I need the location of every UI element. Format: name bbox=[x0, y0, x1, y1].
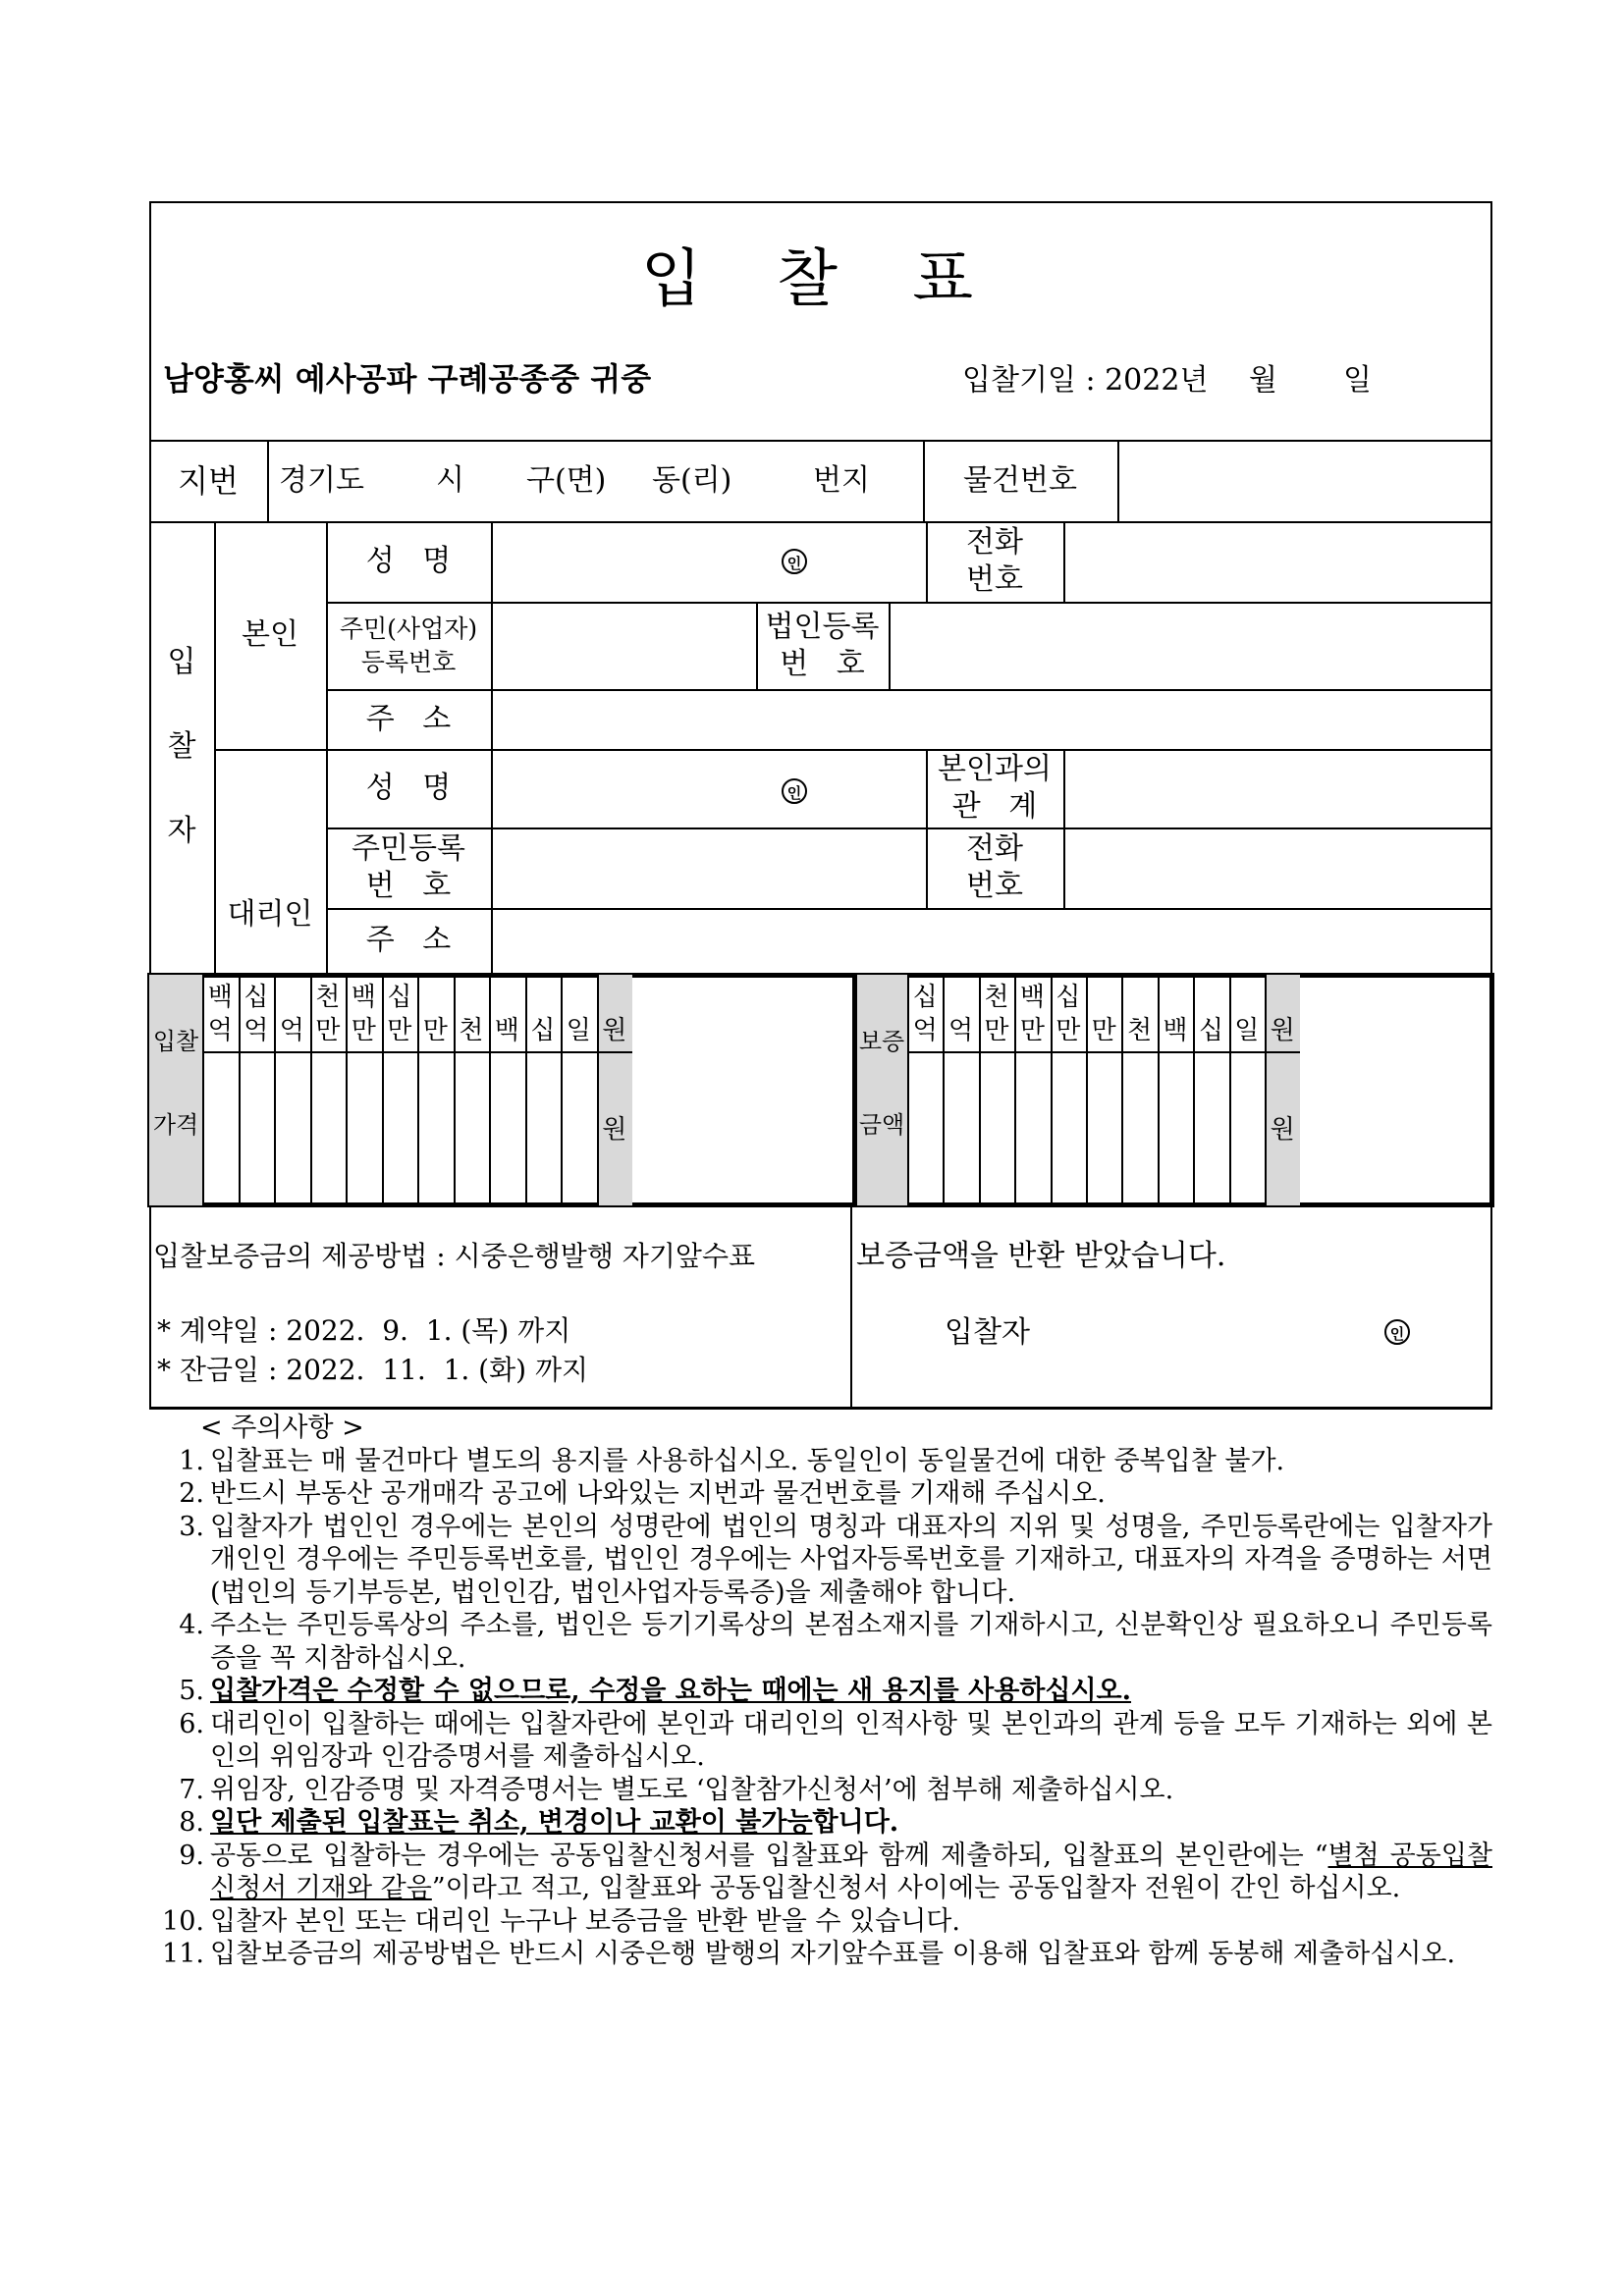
unit-char: 십 bbox=[912, 983, 938, 1012]
self-corp-label-1: 법인등록 bbox=[765, 609, 880, 644]
deposit-digit-input[interactable] bbox=[1086, 1051, 1121, 1207]
note-text-b: ”이라고 적고, 입찰표와 공동입찰신청서 사이에는 공동입찰자 전원이 간인 하십시오. bbox=[431, 1873, 1401, 1903]
note-item bbox=[157, 1938, 1492, 1971]
unit-char: 억 bbox=[279, 1016, 304, 1045]
self-address-label: 주 소 bbox=[365, 701, 452, 736]
deposit-digit-input[interactable] bbox=[1051, 1051, 1086, 1207]
note-item bbox=[157, 1806, 1492, 1840]
note-item bbox=[157, 1675, 1492, 1708]
deposit-label-top: 보증 bbox=[858, 1028, 905, 1055]
agent-relation-label-2: 관 계 bbox=[951, 789, 1038, 824]
note-item bbox=[157, 1477, 1492, 1511]
unit-char: 일 bbox=[1234, 1016, 1260, 1045]
note-item bbox=[157, 1445, 1492, 1478]
rule bbox=[149, 1408, 1492, 1410]
bid-digit-input[interactable] bbox=[489, 1051, 525, 1207]
note-num: 3. bbox=[179, 1511, 204, 1542]
bid-won-suffix: 원 bbox=[602, 1114, 627, 1145]
rule bbox=[850, 1207, 852, 1408]
bid-date-month: 월 bbox=[1249, 363, 1277, 398]
bid-digit-input[interactable] bbox=[239, 1051, 275, 1207]
balance-date: * 잔금일 : 2022. 11. 1. (화) 까지 bbox=[157, 1354, 589, 1386]
notes-heading: < 주의사항 > bbox=[200, 1413, 364, 1443]
deposit-digit-input[interactable] bbox=[1121, 1051, 1157, 1207]
bid-unit-header bbox=[525, 977, 562, 1051]
deposit-label-bottom: 금액 bbox=[858, 1111, 905, 1139]
deposit-unit-header bbox=[907, 977, 943, 1051]
note-text-bold: 일단 제출된 입찰표는 취소, 변경이나 교환이 불가능 bbox=[210, 1807, 813, 1838]
bid-unit-header bbox=[202, 977, 239, 1051]
unit-char: 천 bbox=[315, 983, 341, 1012]
bid-digit-input[interactable] bbox=[417, 1051, 454, 1207]
note-num: 1. bbox=[179, 1445, 204, 1476]
note-item bbox=[157, 1905, 1492, 1939]
note-text: 주소는 주민등록상의 주소를, 법인은 등기기록상의 본점소재지를 기재하시고, 신분확인상 필요하오니 주민등록증을 꼭 지참하십시오. bbox=[210, 1610, 1492, 1674]
unit-char: 백 bbox=[207, 983, 233, 1012]
self-id-label bbox=[326, 602, 491, 689]
agent-relation-input[interactable] bbox=[1065, 751, 1490, 826]
bid-date-label: 입찰기일 : 2022년 bbox=[962, 363, 1209, 398]
agent-id-input[interactable] bbox=[493, 829, 925, 906]
deposit-unit-header bbox=[1051, 977, 1086, 1051]
deposit-won-suffix: 원 bbox=[1270, 1114, 1295, 1145]
note-text: 입찰보증금의 제공방법은 반드시 시중은행 발행의 자기앞수표를 이용해 입찰표와 함께 동봉해 제출하십시오. bbox=[210, 1939, 1456, 1969]
deposit-unit-header bbox=[1193, 977, 1228, 1051]
bid-label-bottom: 가격 bbox=[152, 1111, 199, 1139]
self-id-input[interactable] bbox=[493, 604, 754, 687]
unit-char: 억 bbox=[948, 1016, 974, 1045]
agent-relation-label-1: 본인과의 bbox=[938, 752, 1052, 786]
agent-phone-label-1: 전화 bbox=[966, 831, 1023, 866]
note-text: 입찰표는 매 물건마다 별도의 용지를 사용하십시오. 동일인이 동일물건에 대한 중복입찰 불가. bbox=[210, 1445, 1285, 1476]
location-city: 시 bbox=[436, 463, 464, 498]
unit-char: 십 bbox=[244, 983, 269, 1012]
bidder-char-3: 자 bbox=[167, 814, 196, 848]
note-text-tail: 합니다. bbox=[812, 1807, 899, 1838]
note-text: 위임장, 인감증명 및 자격증명서는 별도로 ‘입찰참가신청서’에 첨부해 제출하십시오. bbox=[210, 1774, 1174, 1805]
amount-grid bbox=[147, 973, 1494, 1207]
note-text: 대리인이 입찰하는 때에는 입찰자란에 본인과 대리인의 인적사항 및 본인과의 관계 등을 모두 기재하는 외에 본인의 위임장과 인감증명서를 제출하십시오. bbox=[210, 1708, 1492, 1772]
bid-label-bg bbox=[149, 975, 202, 1205]
unit-char: 천 bbox=[1127, 1016, 1153, 1045]
deposit-unit-header bbox=[1014, 977, 1050, 1051]
unit-char: 억 bbox=[912, 1016, 938, 1045]
self-corp-label bbox=[756, 602, 889, 689]
amount-middle-divider bbox=[852, 973, 857, 1207]
form-title: 입 찰 표 bbox=[640, 243, 1001, 316]
self-corp-label-2: 번 호 bbox=[780, 646, 865, 681]
unit-char: 원 bbox=[602, 1016, 627, 1045]
agent-phone-input[interactable] bbox=[1065, 829, 1490, 906]
self-name-label: 성 명 bbox=[365, 544, 452, 578]
unit-char: 백 bbox=[1163, 1016, 1188, 1045]
agent-relation-label bbox=[926, 749, 1063, 828]
return-bidder-label: 입찰자 bbox=[945, 1315, 1030, 1350]
bid-digit-input[interactable] bbox=[202, 1051, 239, 1207]
deposit-digit-input[interactable] bbox=[979, 1051, 1014, 1207]
location-lot-input[interactable] bbox=[267, 440, 923, 521]
bid-unit-header bbox=[346, 977, 382, 1051]
bidder-char-1: 입 bbox=[167, 645, 196, 679]
item-number-label: 물건번호 bbox=[963, 462, 1077, 498]
deposit-unit-header bbox=[943, 977, 978, 1051]
unit-char: 일 bbox=[566, 1016, 591, 1045]
bid-digit-input[interactable] bbox=[561, 1051, 597, 1207]
note-num: 7. bbox=[179, 1774, 204, 1805]
agent-id-label-2: 번 호 bbox=[365, 869, 452, 903]
note-num: 5. bbox=[179, 1676, 204, 1706]
deposit-digit-input[interactable] bbox=[1229, 1051, 1265, 1207]
deposit-unit-header bbox=[1265, 977, 1300, 1051]
self-phone-label bbox=[926, 521, 1063, 602]
unit-char: 십 bbox=[1056, 983, 1081, 1012]
location-label: 지번 bbox=[178, 461, 239, 500]
deposit-unit-header bbox=[1229, 977, 1265, 1051]
bid-unit-header bbox=[489, 977, 525, 1051]
self-id-label-1: 주민(사업자) bbox=[339, 614, 478, 643]
unit-char: 만 bbox=[984, 1016, 1009, 1045]
note-item bbox=[157, 1840, 1492, 1905]
agent-address-label: 주 소 bbox=[365, 923, 452, 957]
self-corp-input[interactable] bbox=[891, 604, 1490, 687]
note-num: 9. bbox=[179, 1840, 204, 1871]
bid-digit-input[interactable] bbox=[525, 1051, 562, 1207]
unit-char: 억 bbox=[207, 1016, 233, 1045]
agent-name-input[interactable] bbox=[493, 751, 925, 826]
bid-digit-input[interactable] bbox=[274, 1051, 310, 1207]
return-seal-icon: 인 bbox=[1384, 1319, 1410, 1345]
self-id-label-2: 등록번호 bbox=[360, 647, 457, 676]
note-text: 입찰자가 법인인 경우에는 본인의 성명란에 법인의 명칭과 대표자의 지위 및 성명을, 주민등록란에는 입찰자가 개인인 경우에는 주민등록번호를, 법인인 경우에는 사업자등록번호를 기재하고, 대표자의 자격을 증명하는 서면(법인의 등기부등본, 법인인감, 법인사업자등록증)을 제출해야 합니다. bbox=[210, 1511, 1492, 1608]
self-label: 본인 bbox=[242, 617, 298, 652]
unit-char: 만 bbox=[1056, 1016, 1081, 1045]
location-province: 경기도 bbox=[279, 463, 364, 498]
unit-char: 억 bbox=[244, 1016, 269, 1045]
note-text: 입찰가격은 수정할 수 없으므로, 수정을 요하는 때에는 새 용지를 사용하십시오. bbox=[210, 1676, 1132, 1706]
agent-label: 대리인 bbox=[227, 897, 313, 932]
deposit-digit-input[interactable] bbox=[1158, 1051, 1193, 1207]
unit-char: 백 bbox=[494, 1016, 519, 1045]
unit-char: 만 bbox=[1019, 1016, 1045, 1045]
bid-unit-header bbox=[597, 977, 633, 1051]
grid-line bbox=[202, 1051, 632, 1053]
bid-digit-input[interactable] bbox=[382, 1051, 418, 1207]
note-text-a: 공동으로 입찰하는 경우에는 공동입찰신청서를 입찰표와 함께 제출하되, 입찰표의 본인란에는 “ bbox=[210, 1840, 1328, 1871]
deposit-digit-input[interactable] bbox=[907, 1051, 943, 1207]
bid-digit-input[interactable] bbox=[346, 1051, 382, 1207]
unit-char: 천 bbox=[459, 1016, 484, 1045]
location-lot: 번지 bbox=[813, 463, 870, 498]
self-seal-icon: 인 bbox=[782, 549, 807, 574]
deposit-method: 입찰보증금의 제공방법 : 시중은행발행 자기앞수표 bbox=[153, 1240, 756, 1272]
unit-char: 만 bbox=[315, 1016, 341, 1045]
deposit-returned: 보증금액을 반환 받았습니다. bbox=[856, 1239, 1226, 1273]
note-text-underlined: 별첨 공동입찰신청서 기재와 같음 bbox=[210, 1840, 1492, 1903]
deposit-digit-input[interactable] bbox=[1014, 1051, 1050, 1207]
note-item bbox=[157, 1708, 1492, 1774]
self-name-input[interactable] bbox=[493, 523, 925, 600]
bid-unit-header bbox=[417, 977, 454, 1051]
unit-char: 만 bbox=[422, 1016, 448, 1045]
unit-char: 만 bbox=[351, 1016, 376, 1045]
location-dong: 동(리) bbox=[652, 463, 732, 498]
note-item bbox=[157, 1609, 1492, 1675]
deposit-unit-header bbox=[1121, 977, 1157, 1051]
agent-phone-label-2: 번호 bbox=[966, 869, 1023, 903]
deposit-unit-header bbox=[1086, 977, 1121, 1051]
bid-digit-input[interactable] bbox=[454, 1051, 490, 1207]
note-item bbox=[157, 1511, 1492, 1610]
unit-char: 만 bbox=[1091, 1016, 1116, 1045]
unit-char: 십 bbox=[387, 983, 412, 1012]
location-district: 구(면) bbox=[526, 463, 607, 498]
bidder-section-label bbox=[149, 521, 214, 973]
note-num: 2. bbox=[179, 1478, 204, 1509]
bid-label-top: 입찰 bbox=[152, 1028, 199, 1055]
agent-name-label: 성 명 bbox=[365, 771, 452, 805]
note-num: 8. bbox=[179, 1807, 204, 1838]
bid-unit-header bbox=[310, 977, 347, 1051]
note-num: 4. bbox=[179, 1610, 204, 1640]
self-address-input[interactable] bbox=[493, 691, 1490, 747]
recipient-line: 남양홍씨 예사공파 구례공종중 귀중 bbox=[163, 360, 652, 398]
note-num: 10. bbox=[162, 1905, 204, 1937]
note-text: 반드시 부동산 공개매각 공고에 나와있는 지번과 물건번호를 기재해 주십시오. bbox=[210, 1478, 1106, 1509]
note-num: 6. bbox=[179, 1708, 204, 1739]
self-phone-input[interactable] bbox=[1065, 523, 1490, 600]
note-num: 11. bbox=[162, 1939, 204, 1969]
unit-char: 십 bbox=[1198, 1016, 1223, 1045]
notes-section bbox=[157, 1412, 1492, 1971]
bid-unit-header bbox=[274, 977, 310, 1051]
deposit-digit-input[interactable] bbox=[943, 1051, 978, 1207]
deposit-unit-header bbox=[979, 977, 1014, 1051]
deposit-digit-input[interactable] bbox=[1193, 1051, 1228, 1207]
deposit-unit-header bbox=[1158, 977, 1193, 1051]
bid-unit-header bbox=[239, 977, 275, 1051]
bid-digit-input[interactable] bbox=[310, 1051, 347, 1207]
unit-char: 백 bbox=[351, 983, 376, 1012]
unit-char: 만 bbox=[387, 1016, 412, 1045]
bidder-char-2: 찰 bbox=[167, 729, 196, 764]
bid-unit-header bbox=[454, 977, 490, 1051]
deposit-label-bg bbox=[856, 975, 907, 1205]
agent-id-label-1: 주민등록 bbox=[352, 831, 465, 866]
note-text: 입찰자 본인 또는 대리인 누구나 보증금을 반환 받을 수 있습니다. bbox=[210, 1905, 960, 1937]
item-number-input[interactable] bbox=[1119, 442, 1490, 520]
agent-address-input[interactable] bbox=[493, 910, 1490, 971]
unit-char: 십 bbox=[530, 1016, 556, 1045]
self-phone-label-2: 번호 bbox=[966, 562, 1023, 597]
note-item bbox=[157, 1774, 1492, 1807]
return-signature-field[interactable] bbox=[1060, 1300, 1434, 1359]
bid-date-day: 일 bbox=[1343, 363, 1372, 398]
unit-char: 원 bbox=[1270, 1016, 1295, 1045]
unit-char: 백 bbox=[1019, 983, 1045, 1012]
unit-char: 천 bbox=[984, 983, 1009, 1012]
bid-unit-header bbox=[382, 977, 418, 1051]
agent-seal-icon: 인 bbox=[782, 778, 807, 804]
bid-unit-header bbox=[561, 977, 597, 1051]
self-phone-label-1: 전화 bbox=[966, 525, 1023, 560]
agent-id-label bbox=[326, 828, 491, 908]
agent-phone-label bbox=[926, 828, 1063, 908]
grid-line bbox=[907, 1051, 1300, 1053]
contract-date: * 계약일 : 2022. 9. 1. (목) 까지 bbox=[157, 1314, 571, 1347]
